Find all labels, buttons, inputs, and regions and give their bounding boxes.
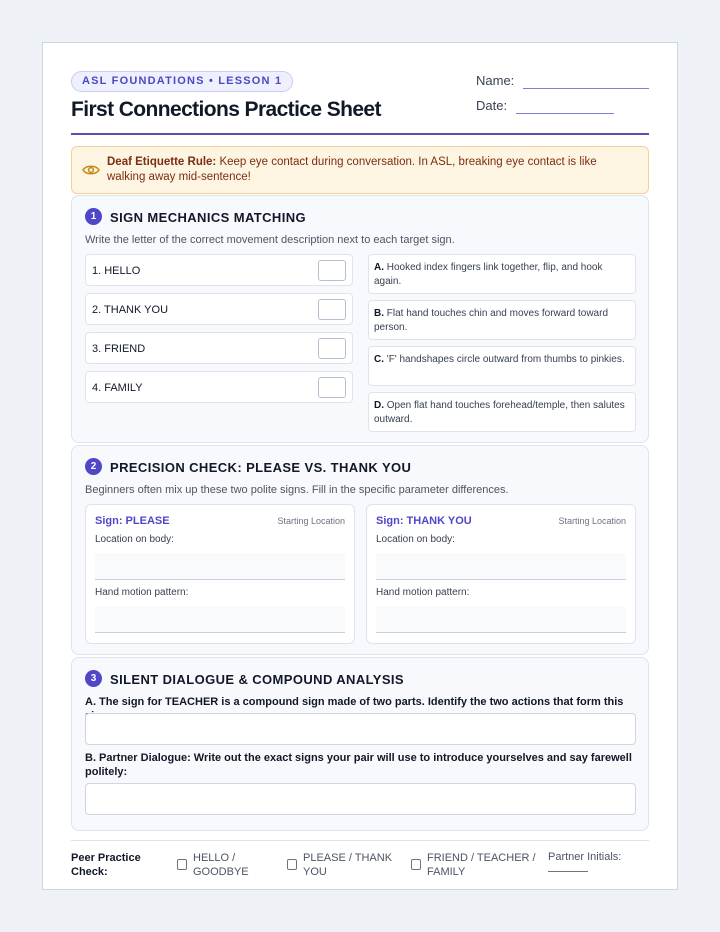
card-sign-name: Sign: PLEASE [95,515,170,527]
sign-label: 4. FAMILY [92,382,143,394]
partner-initials-line[interactable] [548,871,588,872]
tip-bold: Deaf Etiquette Rule: [107,156,217,168]
motion-label: Hand motion pattern: [376,587,470,598]
date-line[interactable] [516,113,614,114]
answer-box[interactable] [318,338,346,359]
motion-answer-field[interactable] [376,606,626,633]
location-label: Location on body: [95,534,174,545]
section-number: 2 [85,458,102,475]
check-label: HELLO / GOODBYE [193,852,249,878]
location-answer-field[interactable] [95,553,345,580]
tip-body: Keep eye contact during conversation. In ASL, breaking eye contact is like walking away mid-sentence! [107,156,597,183]
section-precision-check [71,445,649,655]
card-tag: Starting Location [558,516,626,526]
peer-check-label: Peer Practice Check: [71,852,141,878]
date-label: Date: [476,98,508,113]
card-sign-name: Sign: THANK YOU [376,515,472,527]
description-c [368,346,636,386]
page-title: First Connections Practice Sheet [71,98,381,121]
section-description: Write the letter of the correct movement description next to each target sign. [85,234,455,246]
section-title: SIGN MECHANICS MATCHING [110,210,307,225]
section-number: 3 [85,670,102,687]
match-row-hello [85,254,353,286]
section-title: PRECISION CHECK: PLEASE VS. THANK YOU [110,460,412,475]
description-d [368,392,636,432]
description-a [368,254,636,294]
description-letter: A. [374,262,384,273]
checkbox[interactable] [287,859,297,870]
sign-card-please [85,504,355,644]
peer-practice-footer [71,840,649,876]
name-label: Name: [476,73,515,88]
description-text: Hooked index fingers link together, flip, and hook again. [374,262,603,287]
description-text: Flat hand touches chin and moves forward toward person. [374,308,609,333]
section-matching [71,195,649,443]
motion-label: Hand motion pattern: [95,587,189,598]
date-field[interactable] [476,98,507,113]
question-a: A. The sign for TEACHER is a compound sign made of two parts. Identify the two actions that form this [85,696,624,708]
lesson-badge: ASL FOUNDATIONS • LESSON 1 [71,71,293,92]
answer-box[interactable] [318,260,346,281]
answer-box[interactable] [318,299,346,320]
etiquette-tip [71,146,649,194]
description-b [368,300,636,340]
answer-field-a[interactable] [85,713,636,745]
description-letter: C. [374,354,384,365]
motion-answer-field[interactable] [95,606,345,633]
sign-label: 3. FRIEND [92,343,146,355]
location-label: Location on body: [376,534,455,545]
partner-initials-label: Partner Initials: [548,851,622,863]
checkbox[interactable] [411,859,421,870]
eye-icon [82,163,100,177]
section-silent-dialogue [71,657,649,831]
answer-box[interactable] [318,377,346,398]
checkbox[interactable] [177,859,187,870]
check-label: PLEASE / THANK YOU [303,852,393,878]
section-description: Beginners often mix up these two polite signs. Fill in the specific parameter differences. [85,484,509,496]
description-letter: D. [374,400,384,411]
section-title: SILENT DIALOGUE & COMPOUND ANALYSIS [110,672,405,687]
header [71,71,649,135]
header-divider [71,133,649,135]
check-label: FRIEND / TEACHER / FAMILY [427,852,536,878]
answer-field-b[interactable] [85,783,636,815]
match-row-thank-you [85,293,353,325]
card-tag: Starting Location [277,516,345,526]
sign-card-thank-you [366,504,636,644]
match-row-family [85,371,353,403]
match-row-friend [85,332,353,364]
location-answer-field[interactable] [376,553,626,580]
section-number: 1 [85,208,102,225]
description-text: 'F' handshapes circle outward from thumbs to pinkies. [384,354,625,365]
question-b: B. Partner Dialogue: Write out the exact signs your pair will use to introduce yourselves and say farewell politely: [85,752,632,778]
sign-label: 2. THANK YOU [92,304,169,316]
tip-text [107,155,637,184]
worksheet [42,42,678,890]
name-field[interactable] [476,73,514,88]
name-line[interactable] [523,88,649,89]
sign-label: 1. HELLO [92,265,141,277]
description-text: Open flat hand touches forehead/temple, then salutes outward. [374,400,625,425]
description-letter: B. [374,308,384,319]
